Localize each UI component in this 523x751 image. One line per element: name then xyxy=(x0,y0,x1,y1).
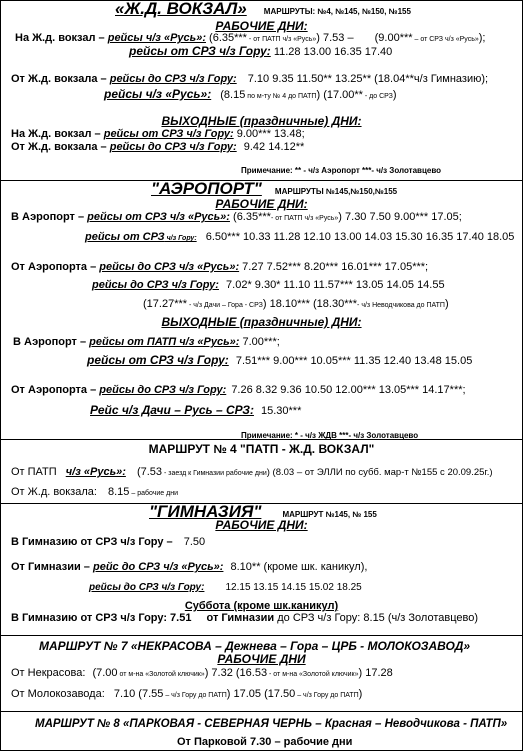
section-route-8 xyxy=(1,711,522,750)
schedule-row: Рейс ч/з Дачи – Русь – СРЗ: 15.30*** xyxy=(90,403,302,417)
schedule-row: На Ж.д. вокзал – рейсы ч/з «Русь»: (6.35*** - от ПАТП ч/з «Русь») 7.53 – (9.00*** – от СРЗ ч/з «Русь»); xyxy=(15,32,486,44)
route-numbers: МАРШРУТЫ: №4, №145, №150, №155 xyxy=(263,7,411,16)
schedule-row: От ПАТП ч/з «Русь»: (7.53 - заезд к Гимназии рабочие дни) (8.03 – от ЭЛЛИ по субб. мар-т №155 с 20.09.25г.) xyxy=(11,466,493,478)
section-gymnasium xyxy=(1,503,522,635)
schedule-row: рейсы ч/з «Русь»: (8.15 по м-ту № 4 до ПАТП) (17.00** - до СРЗ) xyxy=(104,87,397,101)
schedule-row: (17.27*** - ч/з Дачи – Гора - СРЗ) 18.10*** (18.30***- ч/з Неводчикова до ПАТП) xyxy=(143,298,449,310)
schedule-row: В Аэропорт – рейсы от СРЗ ч/з «Русь»: (6.35***- от ПАТП ч/з «Русь») 7.30 7.50 9.00*** 17.05; xyxy=(11,211,462,223)
route-numbers: МАРШРУТЫ №145,№150,№155 xyxy=(274,187,398,196)
weekend-heading: ВЫХОДНЫЕ (праздничные) ДНИ: xyxy=(161,315,362,329)
section-route-4 xyxy=(1,439,522,503)
route-numbers: МАРШРУТ №145, № 155 xyxy=(282,510,377,519)
section-title: "АЭРОПОРТ" xyxy=(151,179,262,198)
section-title: "ГИМНАЗИЯ" xyxy=(149,502,262,521)
section-airport xyxy=(1,180,522,439)
route-title: МАРШРУТ № 4 "ПАТП - Ж.Д. ВОКЗАЛ" xyxy=(148,442,375,456)
workdays-heading: РАБОЧИЕ ДНИ: xyxy=(215,19,308,33)
railway-station-header xyxy=(115,2,411,18)
schedule-row: В Аэропорт – рейсы от ПАТП ч/з «Русь»: 7.00***; xyxy=(13,336,280,348)
schedule-row: На Ж.д. вокзал – рейсы от СРЗ ч/з Гору: 9.00*** 13.48; xyxy=(11,128,305,140)
route-title: МАРШРУТ № 7 «НЕКРАСОВА – Дежнева – Гора – ЦРБ - МОЛОКОЗАВОД» xyxy=(39,639,471,653)
workdays-heading: РАБОЧИЕ ДНИ: xyxy=(215,518,308,532)
schedule-row: рейсы от СРЗ ч/з Гору: 6.50*** 10.33 11.28 12.10 13.00 14.03 15.30 16.35 17.40 18.05 xyxy=(85,231,515,243)
schedule-row: рейсы от СРЗ ч/з Гору: 7.51*** 9.00*** 10.05*** 11.35 12.40 13.48 15.05 xyxy=(87,353,473,367)
schedule-row: От Гимназии – рейс до СРЗ ч/з «Русь»: 8.10** (кроме шк. каникул), xyxy=(11,561,368,573)
schedule-row: От Ж.д. вокзала: 8.15 – рабочие дни xyxy=(11,486,178,498)
workdays-heading: РАБОЧИЕ ДНИ xyxy=(217,652,306,666)
schedule-row: рейсы от СРЗ ч/з Гору: 11.28 13.00 16.35 17.40 xyxy=(129,44,393,58)
section-railway-station xyxy=(1,1,522,180)
footnote: Примечание: ** - ч/з Аэропорт ***- ч/з Золотавцево xyxy=(241,166,442,175)
schedule-row: рейсы до СРЗ ч/з Гору: 12.15 13.15 14.15 15.02 18.25 xyxy=(89,582,362,593)
schedule-row: От Аэропорта – рейсы до СРЗ ч/з Гору: 7.26 8.32 9.36 10.50 12.00*** 13.05*** 14.17***; xyxy=(11,384,466,396)
airport-header xyxy=(151,179,398,198)
section-title: «Ж.Д. ВОКЗАЛ» xyxy=(115,0,247,18)
schedule-row: В Гимназию от СРЗ ч/з Гору – 7.50 xyxy=(11,536,206,548)
saturday-heading: Суббота (кроме шк.каникул) xyxy=(184,600,339,612)
workdays-heading: РАБОЧИЕ ДНИ: xyxy=(215,197,308,211)
weekend-heading: ВЫХОДНЫЕ (праздничные) ДНИ: xyxy=(161,114,362,128)
schedule-row: рейсы до СРЗ ч/з Гору: 7.02* 9.30* 11.10 11.57*** 13.05 14.05 14.55 xyxy=(92,279,445,291)
schedule-row: От Ж.д. вокзала – рейсы до СРЗ ч/з Гору: 9.42 14.12** xyxy=(11,141,305,153)
schedule-row: От Ж.д. вокзала – рейсы до СРЗ ч/з Гору: 7.10 9.35 11.50** 13.25** (18.04**ч/з Гимназию); xyxy=(11,73,489,85)
schedule-row: От Аэропорта – рейсы до СРЗ ч/з «Русь»: 7.27 7.52*** 8.20*** 16.01*** 17.05***; xyxy=(11,261,429,273)
schedule-row: От Некрасова: (7.00 от м-на «Золотой ключик») 7.32 (16.53 - от м-на «Золотой ключик») 17.28 xyxy=(11,667,393,679)
footnote: Примечание: * - ч/з ЖДВ ***- ч/з Золотавцево xyxy=(241,431,419,440)
schedule-row: От Парковой 7.30 – рабочие дни xyxy=(177,736,353,748)
schedule-row: В Гимназию от СРЗ ч/з Гору: 7.51 от Гимназии до СРЗ ч/з Гору: 8.15 (ч/з Золотавцево) xyxy=(11,612,479,624)
route-title: МАРШРУТ № 8 «ПАРКОВАЯ - СЕВЕРНАЯ ЧЕРНЬ – Красная – Неводчикова - ПАТП» xyxy=(35,718,508,730)
section-route-7 xyxy=(1,635,522,711)
schedule-row: От Молокозавода: 7.10 (7.55 – ч/з Гору до ПАТП) 17.05 (17.50 – ч/з Гору до ПАТП) xyxy=(11,688,363,700)
